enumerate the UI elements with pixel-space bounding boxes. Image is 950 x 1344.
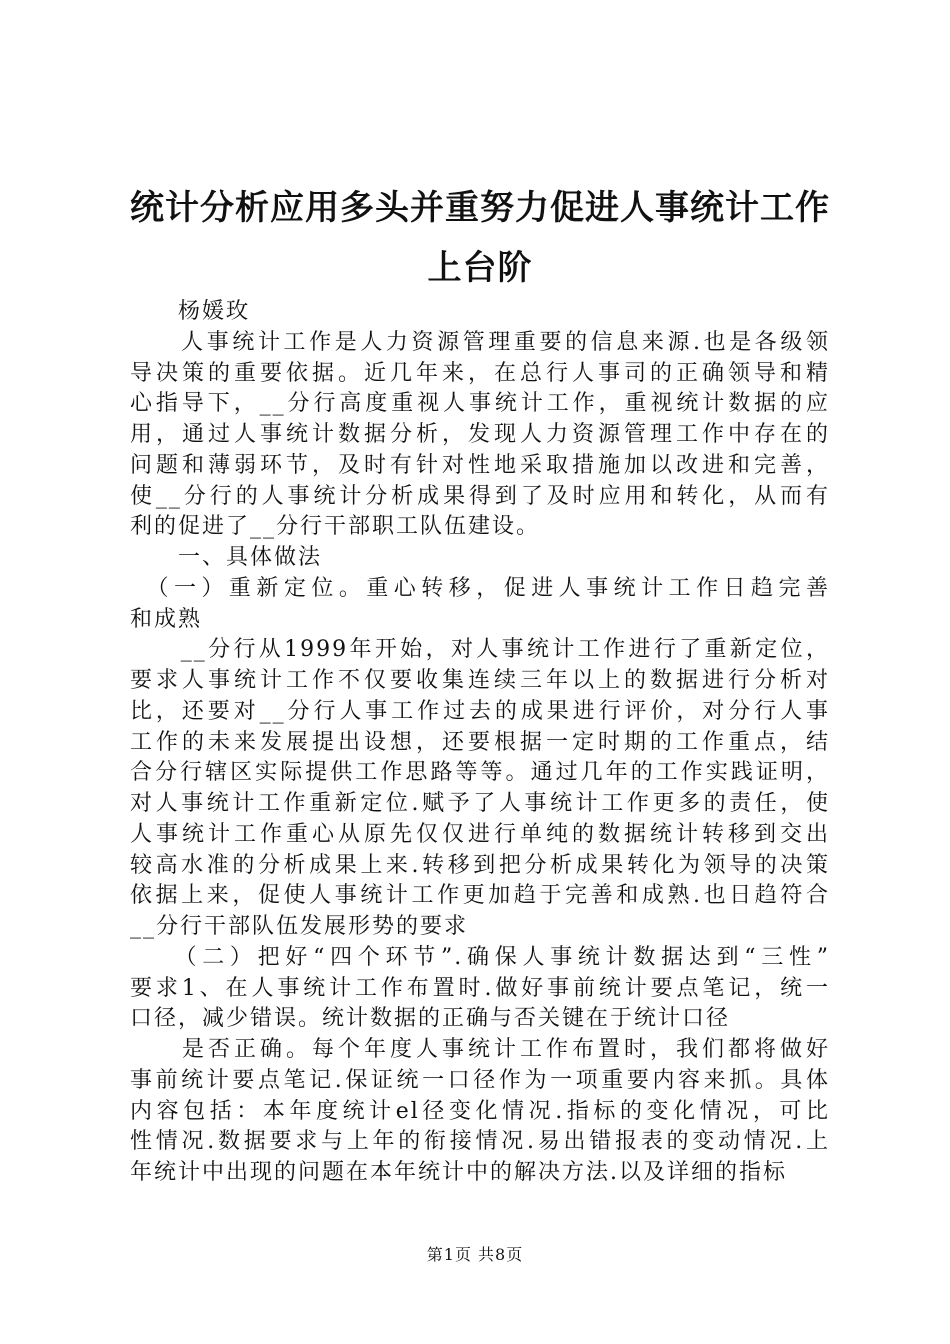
body-line: 导决策的重要依据。近几年来，在总行人事司的正确领导和精	[130, 361, 830, 386]
document-title-line-2: 上台阶	[427, 248, 533, 288]
body-line: 合分行辖区实际提供工作思路等等。通过几年的工作实践证明，	[130, 760, 830, 785]
subsection-heading: （二）把好“四个环节”.确保人事统计数据达到“三性”	[130, 945, 830, 970]
body-line: 人事统计工作是人力资源管理重要的信息来源.也是各级领	[130, 330, 830, 355]
author-line: 杨媛玫	[130, 299, 251, 324]
body-line: 利的促进了__分行干部职工队伍建设。	[130, 514, 541, 539]
subsection-heading: 和成熟	[130, 607, 203, 632]
body-line: 人事统计工作重心从原先仅仅进行单纯的数据统计转移到交出	[130, 822, 830, 847]
body-line: 依据上来，促使人事统计工作更加趋于完善和成熟.也日趋符合	[130, 883, 830, 908]
body-line: 要求1、在人事统计工作布置时.做好事前统计要点笔记，统一	[130, 976, 830, 1001]
body-line: 用，通过人事统计数据分析，发现人力资源管理工作中存在的	[130, 422, 830, 447]
body-line: 比，还要对__分行人事工作过去的成果进行评价，对分行人事	[130, 699, 830, 724]
body-line: 问题和薄弱环节，及时有针对性地采取措施加以改进和完善，	[130, 453, 830, 478]
body-line: 要求人事统计工作不仅要收集连续三年以上的数据进行分析对	[130, 668, 830, 693]
body-line: 工作的未来发展提出设想，还要根据一定时期的工作重点，结	[130, 730, 830, 755]
body-line: 对人事统计工作重新定位.赋予了人事统计工作更多的责任，使	[130, 791, 830, 816]
body-line: 年统计中出现的问题在本年统计中的解决方法.以及详细的指标	[130, 1160, 787, 1185]
body-line: __分行从1999年开始，对人事统计工作进行了重新定位，	[130, 637, 830, 662]
body-line: 是否正确。每个年度人事统计工作布置时，我们都将做好	[130, 1037, 830, 1062]
body-line: 心指导下，__分行高度重视人事统计工作，重视统计数据的应	[130, 391, 830, 416]
body-line: 较高水准的分析成果上来.转移到把分析成果转化为领导的决策	[130, 853, 830, 878]
section-heading: 一、具体做法	[130, 545, 323, 570]
page-number-footer: 第1页 共8页	[426, 1245, 524, 1264]
body-line: __分行干部队伍发展形势的要求	[130, 914, 469, 939]
body-line: 性情况.数据要求与上年的衔接情况.易出错报表的变动情况.上	[130, 1129, 830, 1154]
body-line: 内容包括：本年度统计el径变化情况.指标的变化情况，可比	[130, 1099, 830, 1124]
subsection-heading: （一）重新定位。重心转移，促进人事统计工作日趋完善	[130, 576, 830, 601]
body-line: 事前统计要点笔记.保证统一口径作为一项重要内容来抓。具体	[130, 1068, 830, 1093]
body-line: 口径，减少错误。统计数据的正确与否关键在于统计口径	[130, 1006, 731, 1031]
body-line: 使__分行的人事统计分析成果得到了及时应用和转化，从而有	[130, 484, 830, 509]
document-title-line-1: 统计分析应用多头并重努力促进人事统计工作	[130, 188, 830, 228]
